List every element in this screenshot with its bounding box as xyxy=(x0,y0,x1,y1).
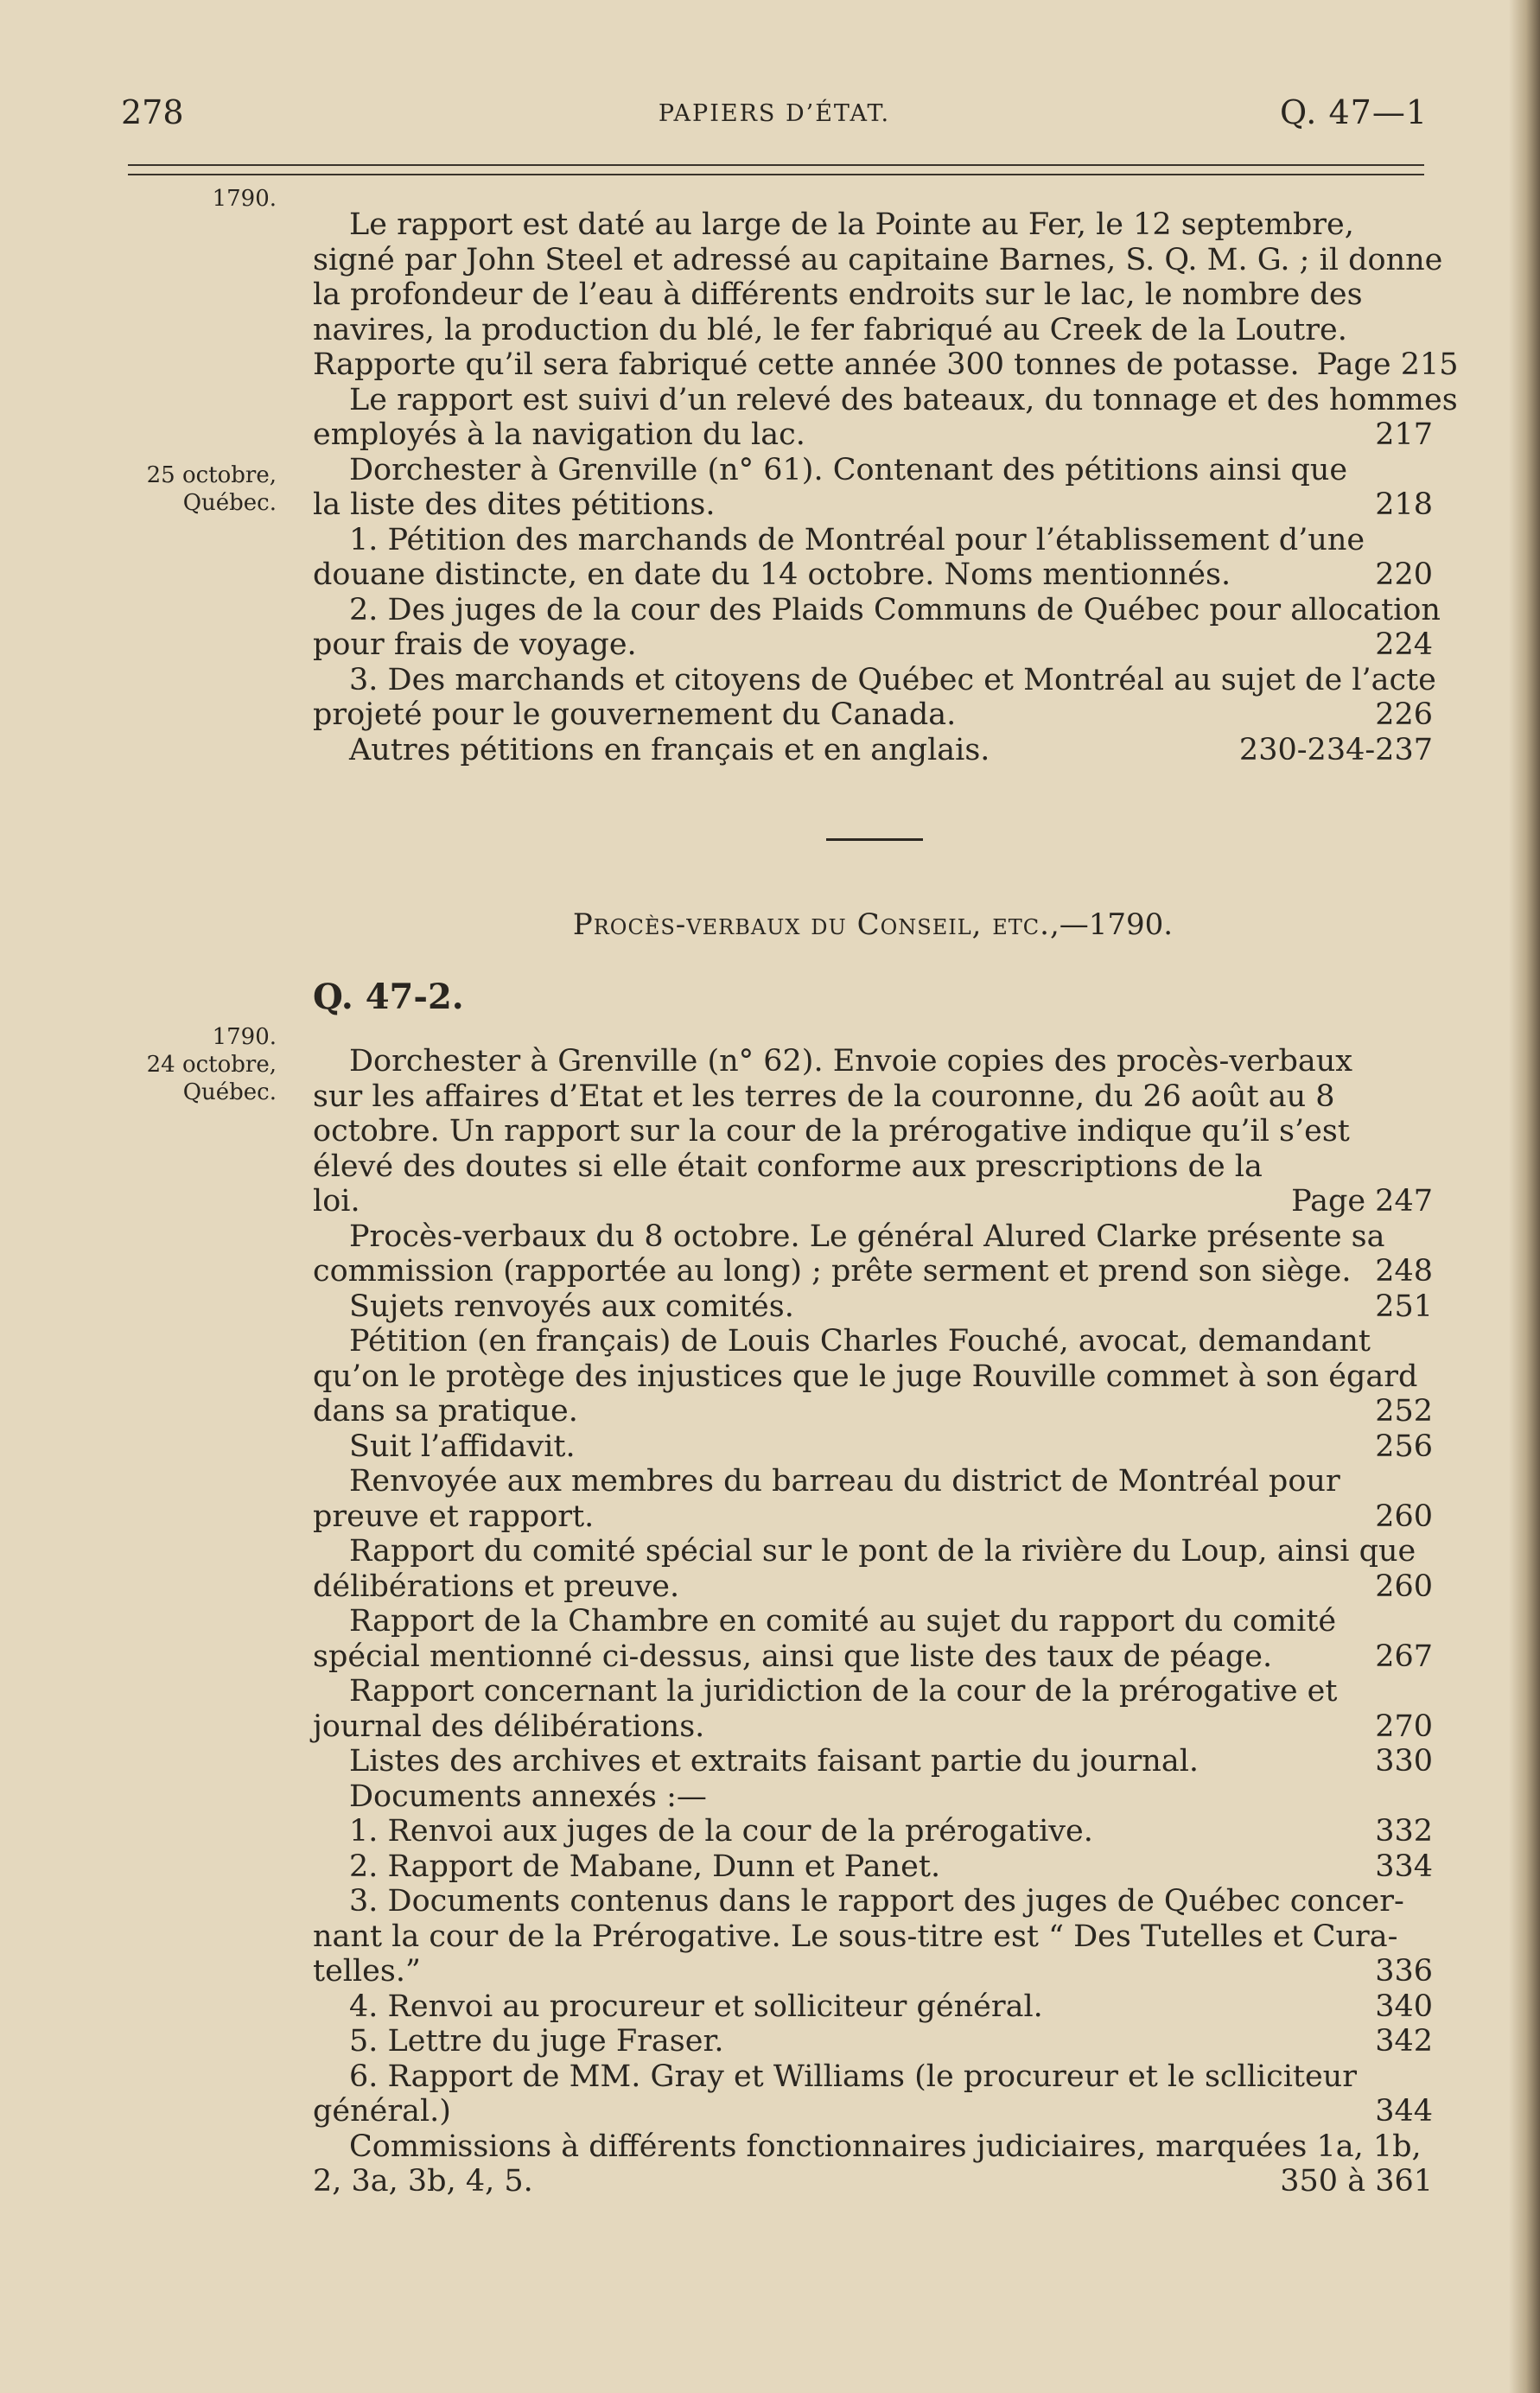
line-text: Sujets renvoyés aux comités. xyxy=(349,1289,794,1324)
page-ref xyxy=(1416,1674,1433,1709)
line-text: qu’on le protège des injustices que le juge Rouville commet à son égard xyxy=(313,1359,1418,1394)
text-line xyxy=(313,487,1433,522)
line-text: Le rapport est suivi d’un relevé des bateaux, du tonnage et des hommes xyxy=(349,382,1458,417)
line-text: la profondeur de l’eau à différents endroits sur le lac, le nombre des xyxy=(313,277,1363,312)
page-ref xyxy=(1416,277,1433,312)
text-line xyxy=(349,1534,1433,1569)
text-line xyxy=(313,347,1459,382)
page-ref: 226 xyxy=(1375,697,1433,732)
margin-date: 1790. 24 octobre, Québec. xyxy=(146,1024,277,1105)
line-text: 2, 3a, 3b, 4, 5. xyxy=(313,2164,533,2199)
line-text: preuve et rapport. xyxy=(313,1499,595,1534)
page-ref xyxy=(1416,1464,1433,1499)
text-line xyxy=(349,207,1433,242)
text-line xyxy=(313,1149,1433,1184)
line-text: élevé des doutes si elle était conforme aux prescriptions de la xyxy=(313,1149,1263,1184)
text-line xyxy=(349,1289,1433,1324)
text-line xyxy=(313,1079,1433,1114)
text-line xyxy=(349,1429,1433,1464)
line-text: Suit l’affidavit. xyxy=(349,1429,576,1464)
text-line xyxy=(313,1394,1433,1429)
page-ref: 217 xyxy=(1375,417,1433,452)
text-line xyxy=(313,2164,1433,2199)
page-number: 278 xyxy=(121,93,184,131)
page-ref: 248 xyxy=(1375,1254,1433,1289)
line-text: Rapporte qu’il sera fabriqué cette année 300 tonnes de potasse. xyxy=(313,347,1300,382)
running-title: PAPIERS D’ÉTAT. xyxy=(658,100,891,127)
line-text: projeté pour le gouvernement du Canada. xyxy=(313,697,957,732)
text-line xyxy=(349,1324,1433,1359)
line-text: employés à la navigation du lac. xyxy=(313,417,805,452)
text-line xyxy=(313,2094,1433,2129)
line-text: journal des délibérations. xyxy=(313,1709,705,1744)
line-text: navires, la production du blé, le fer fabriqué au Creek de la Loutre. xyxy=(313,312,1347,347)
line-text: Dorchester à Grenville (n° 61). Contenant des pétitions ainsi que xyxy=(349,452,1348,487)
page-ref xyxy=(1416,1324,1433,1359)
text-line xyxy=(313,1359,1433,1394)
margin-date: 1790. xyxy=(212,186,277,212)
line-text: commission (rapportée au long) ; prête serment et prend son siège. xyxy=(313,1254,1352,1289)
line-text: 4. Renvoi au procureur et solliciteur général. xyxy=(349,1989,1043,2024)
page-ref: 330 xyxy=(1375,1744,1433,1779)
archive-reference: Q. 47—1 xyxy=(1280,93,1428,131)
text-line xyxy=(313,627,1433,662)
line-text: général.) xyxy=(313,2094,451,2129)
text-line xyxy=(313,1184,1433,1219)
text-line xyxy=(349,1779,1433,1814)
page-ref xyxy=(1416,1219,1433,1254)
page-ref: 342 xyxy=(1375,2024,1433,2059)
page-ref: Page 247 xyxy=(1291,1184,1433,1219)
line-text: octobre. Un rapport sur la cour de la prérogative indique qu’il s’est xyxy=(313,1114,1350,1149)
page-ref xyxy=(1436,663,1454,697)
page-ref: 334 xyxy=(1375,1849,1433,1884)
text-line xyxy=(349,1849,1433,1884)
text-line xyxy=(349,1814,1433,1849)
line-text: 3. Des marchands et citoyens de Québec et Montréal au sujet de l’acte xyxy=(349,662,1436,697)
line-text: Pétition (en français) de Louis Charles Fouché, avocat, demandant xyxy=(349,1324,1371,1359)
text-line xyxy=(349,662,1436,697)
margin-date: 25 octobre, Québec. xyxy=(146,462,277,516)
text-line xyxy=(349,1744,1433,1779)
page-ref xyxy=(1416,313,1433,347)
line-text: 5. Lettre du juge Fraser. xyxy=(349,2024,724,2059)
line-text: 1. Renvoi aux juges de la cour de la prérogative. xyxy=(349,1814,1093,1849)
page-ref: 218 xyxy=(1375,487,1433,522)
text-line xyxy=(313,242,1443,277)
page-ref xyxy=(1416,207,1433,242)
page-ref xyxy=(1417,1359,1435,1394)
line-text: Rapport concernant la juridiction de la cour de la prérogative et xyxy=(349,1674,1338,1709)
page-ref: 270 xyxy=(1375,1709,1433,1744)
page-ref xyxy=(1422,2129,1439,2164)
line-text: Rapport de la Chambre en comité au sujet du rapport du comité xyxy=(349,1604,1337,1639)
text-line xyxy=(349,523,1433,557)
text-line xyxy=(313,1709,1433,1744)
line-text: la liste des dites pétitions. xyxy=(313,487,716,522)
line-text: Procès-verbaux du 8 octobre. Le général Alured Clarke présente sa xyxy=(349,1219,1385,1254)
page-ref xyxy=(1441,593,1458,627)
page-ref xyxy=(1416,453,1433,487)
text-line xyxy=(349,1604,1433,1639)
line-text: Le rapport est daté au large de la Pointe au Fer, le 12 septembre, xyxy=(349,207,1354,242)
line-text: 6. Rapport de MM. Gray et Williams (le procureur et le sclliciteur xyxy=(349,2059,1357,2094)
line-text: Autres pétitions en français et en anglais. xyxy=(349,732,990,767)
section-reference: Q. 47-2. xyxy=(313,977,464,1017)
text-line xyxy=(349,1044,1433,1079)
text-line xyxy=(313,417,1433,452)
line-text: spécial mentionné ci-dessus, ainsi que liste des taux de péage. xyxy=(313,1639,1273,1674)
text-line xyxy=(349,592,1441,627)
line-text: Documents annexés :— xyxy=(349,1779,707,1814)
line-text: 3. Documents contenus dans le rapport des juges de Québec concer- xyxy=(349,1884,1404,1919)
page-ref xyxy=(1416,1114,1433,1149)
text-line xyxy=(313,1569,1433,1604)
line-text: 2. Rapport de Mabane, Dunn et Panet. xyxy=(349,1849,941,1884)
page-ref: Page 215 xyxy=(1316,347,1459,382)
header-rule xyxy=(128,164,1424,166)
line-text: Rapport du comité spécial sur le pont de la rivière du Loup, ainsi que xyxy=(349,1534,1416,1569)
page-ref xyxy=(1416,523,1433,557)
page-ref xyxy=(1416,1779,1433,1814)
line-text: dans sa pratique. xyxy=(313,1394,578,1429)
page-ref xyxy=(1416,1534,1433,1569)
page-ref xyxy=(1416,2059,1433,2094)
text-line xyxy=(349,453,1433,487)
line-text: sur les affaires d’Etat et les terres de la couronne, du 26 août au 8 xyxy=(313,1079,1335,1114)
line-text: Listes des archives et extraits faisant partie du journal. xyxy=(349,1744,1200,1779)
line-text: 2. Des juges de la cour des Plaids Communs de Québec pour allocation xyxy=(349,592,1441,627)
page-ref xyxy=(1416,1604,1433,1639)
section-heading: Procès-verbaux du Conseil, etc.,—1790. xyxy=(572,907,1174,942)
header-rule xyxy=(128,174,1424,175)
text-line xyxy=(349,382,1458,417)
line-text: signé par John Steel et adressé au capitaine Barnes, S. Q. M. G. ; il donne xyxy=(313,242,1443,277)
line-text: délibérations et preuve. xyxy=(313,1569,680,1604)
line-text: loi. xyxy=(313,1184,360,1219)
text-line xyxy=(313,313,1433,347)
page-ref: 230-234-237 xyxy=(1238,732,1433,767)
page-ref: 251 xyxy=(1375,1289,1433,1324)
text-line xyxy=(313,1954,1433,1989)
text-line xyxy=(313,1499,1433,1534)
line-text: Dorchester à Grenville (n° 62). Envoie copies des procès-verbaux xyxy=(349,1044,1353,1079)
line-text: 1. Pétition des marchands de Montréal pour l’établissement d’une xyxy=(349,522,1365,557)
text-line xyxy=(313,1254,1433,1289)
text-line xyxy=(313,277,1433,312)
page-ref xyxy=(1458,383,1475,417)
page-edge-shadow xyxy=(1509,0,1540,2393)
line-text: telles.” xyxy=(313,1954,421,1989)
page-ref: 344 xyxy=(1375,2094,1433,2129)
running-header xyxy=(121,93,1428,133)
text-line xyxy=(313,1114,1433,1149)
page-ref: 340 xyxy=(1375,1989,1433,2024)
text-line xyxy=(349,2024,1433,2059)
page-ref: 224 xyxy=(1375,627,1433,662)
page-ref xyxy=(1416,1079,1433,1114)
text-line xyxy=(349,2059,1433,2094)
text-line xyxy=(349,733,1433,767)
page-ref: 260 xyxy=(1375,1499,1433,1534)
page-ref: 350 à 361 xyxy=(1280,2164,1433,2199)
page-ref xyxy=(1416,1919,1433,1954)
page-ref: 256 xyxy=(1375,1429,1433,1464)
line-text: nant la cour de la Prérogative. Le sous-titre est “ Des Tutelles et Cura- xyxy=(313,1919,1398,1954)
page-ref: 336 xyxy=(1375,1954,1433,1989)
text-line xyxy=(313,1639,1433,1674)
page-ref: 260 xyxy=(1375,1569,1433,1604)
text-line xyxy=(313,557,1433,592)
text-line xyxy=(313,697,1433,732)
page-ref xyxy=(1416,1044,1433,1079)
text-line xyxy=(349,1464,1433,1499)
section-divider xyxy=(826,838,923,841)
page-ref xyxy=(1442,243,1460,277)
page-ref: 220 xyxy=(1375,557,1433,592)
line-text: douane distincte, en date du 14 octobre. Noms mentionnés. xyxy=(313,557,1231,592)
line-text: pour frais de voyage. xyxy=(313,627,637,662)
text-line xyxy=(313,1919,1433,1954)
text-line xyxy=(349,1674,1433,1709)
text-line xyxy=(349,1219,1433,1254)
text-line xyxy=(349,2129,1433,2164)
page-ref: 267 xyxy=(1375,1639,1433,1674)
text-line xyxy=(349,1989,1433,2024)
page-ref: 252 xyxy=(1375,1394,1433,1429)
line-text: Commissions à différents fonctionnaires judiciaires, marquées 1a, 1b, xyxy=(349,2129,1422,2164)
page-ref: 332 xyxy=(1375,1814,1433,1849)
page-ref xyxy=(1416,1149,1433,1184)
page-ref xyxy=(1416,1884,1433,1919)
line-text: Renvoyée aux membres du barreau du district de Montréal pour xyxy=(349,1464,1340,1499)
text-line xyxy=(349,1884,1433,1919)
